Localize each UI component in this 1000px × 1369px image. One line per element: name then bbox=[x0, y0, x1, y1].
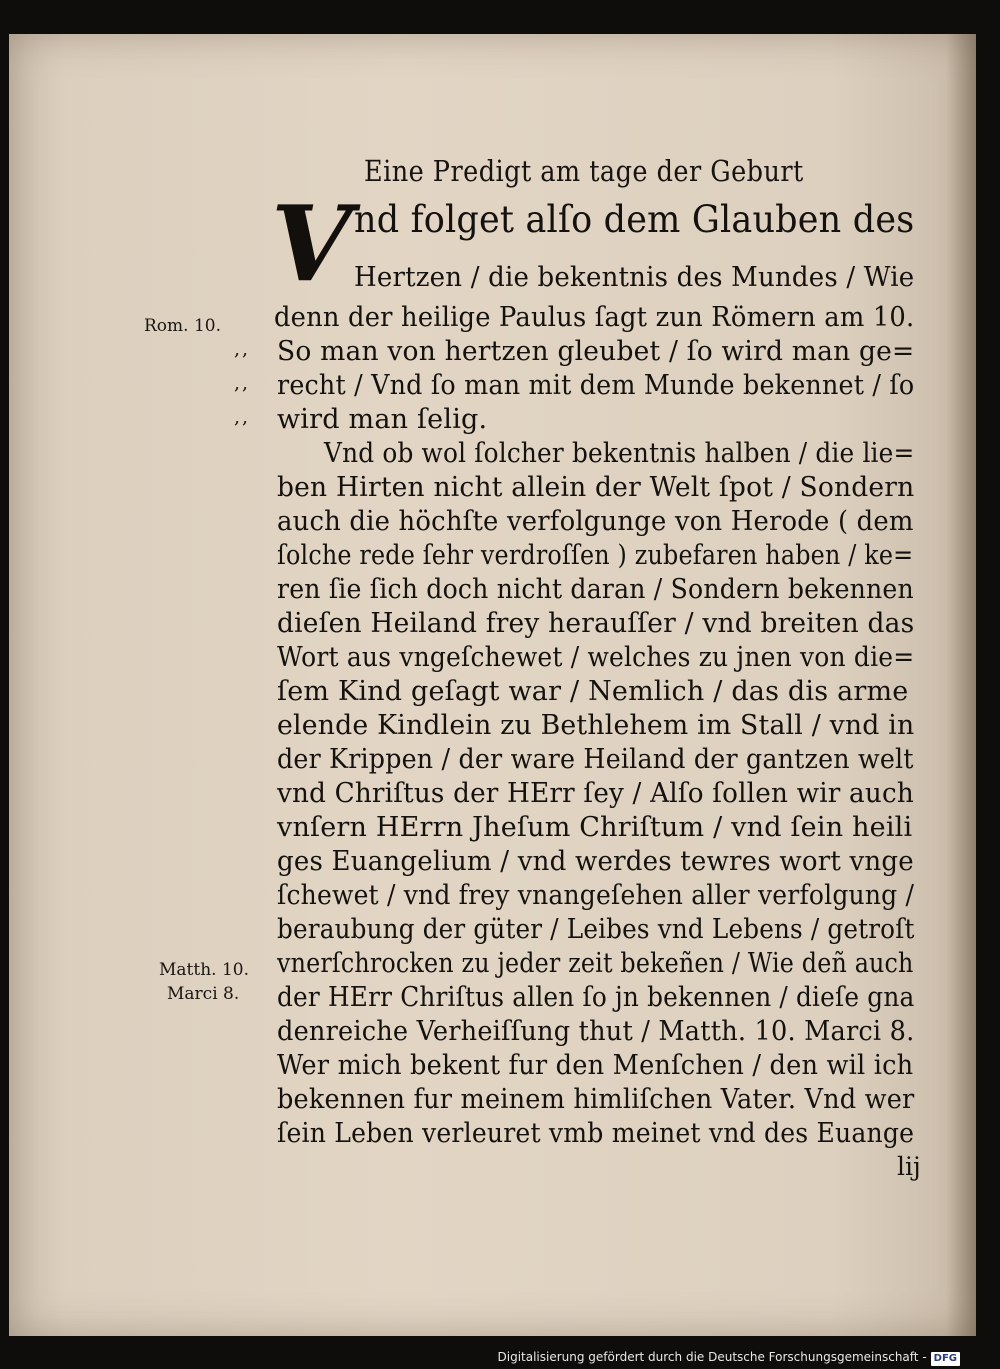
credit-text: Digitalisierung gefördert durch die Deutsche Forschungsgemeinschaft - bbox=[497, 1350, 927, 1364]
text-line: vnerſchrocken zu jeder zeit bekeñen / Wie deñ auch bbox=[277, 948, 914, 979]
text-line: ſem Kind geſagt war / Nemlich / das dis arme bbox=[277, 676, 909, 707]
running-head: Eine Predigt am tage der Geburt bbox=[364, 154, 804, 188]
text-line: ren ſie ſich doch nicht daran / Sondern bekennen bbox=[277, 574, 914, 605]
marginal-note-marci: Marci 8. bbox=[167, 984, 240, 1004]
quote-mark: ,, bbox=[234, 406, 251, 428]
text-line: elende Kindlein zu Bethlehem im Stall / vnd in bbox=[277, 710, 915, 741]
text-line: der HErr Chriſtus allen ſo jn bekennen / dieſe gna bbox=[277, 982, 915, 1013]
text-line: denreiche Verheiſſung thut / Matth. 10. Marci 8. bbox=[277, 1016, 915, 1047]
text-line: nd folget alſo dem Glauben des bbox=[354, 198, 915, 241]
text-line: Hertzen / die bekentnis des Mundes / Wie bbox=[354, 262, 915, 293]
text-line: ges Euangelium / vnd werdes tewres wort vnge bbox=[277, 846, 914, 877]
quote-mark: ,, bbox=[234, 338, 251, 360]
text-line: ſein Leben verleuret vmb meinet vnd des Euange bbox=[277, 1118, 915, 1149]
dfg-logo-icon: DFG bbox=[931, 1352, 960, 1366]
text-line: auch die höchſte verfolgunge von Herode ( dem bbox=[277, 506, 914, 537]
text-line: denn der heilige Paulus ſagt zun Römern am 10. bbox=[274, 302, 915, 333]
marginal-note-rom: Rom. 10. bbox=[144, 316, 221, 336]
text-line: ſchewet / vnd frey vnangeſehen aller verfolgung / bbox=[277, 880, 915, 911]
text-line: dieſen Heiland frey herauſſer / vnd breiten das bbox=[277, 608, 915, 639]
text-line: Wer mich bekent fur den Menſchen / den wil ich bbox=[277, 1050, 914, 1081]
text-line: beraubung der güter / Leibes vnd Lebens / getroſt bbox=[277, 914, 915, 945]
text-line: Wort aus vngeſchewet / welches zu jnen von die= bbox=[277, 642, 915, 673]
text-line: ſolche rede ſehr verdroſſen ) zubefaren haben / ke= bbox=[277, 540, 914, 571]
text-line: vnd Chriſtus der HErr ſey / Alſo ſollen wir auch bbox=[277, 778, 914, 809]
quote-mark: ,, bbox=[234, 372, 251, 394]
text-line: bekennen fur meinem himliſchen Vater. Vnd wer bbox=[277, 1084, 915, 1115]
catchword: lij bbox=[897, 1152, 921, 1181]
book-page bbox=[9, 34, 976, 1336]
text-line: wird man ſelig. bbox=[277, 404, 488, 435]
drop-cap-initial: V bbox=[271, 182, 352, 305]
text-line: So man von hertzen gleubet / ſo wird man ge= bbox=[277, 336, 915, 367]
marginal-note-matth: Matth. 10. bbox=[159, 960, 249, 980]
text-line: recht / Vnd ſo man mit dem Munde bekennet / ſo bbox=[277, 370, 915, 401]
text-line: ben Hirten nicht allein der Welt ſpot / Sondern bbox=[277, 472, 915, 503]
text-line: vnſern HErrn Jheſum Chriſtum / vnd ſein heili bbox=[277, 812, 913, 843]
digitization-credit bbox=[498, 1350, 961, 1366]
text-line: Vnd ob wol ſolcher bekentnis halben / die lie= bbox=[324, 438, 915, 469]
text-line: der Krippen / der ware Heiland der gantzen welt bbox=[277, 744, 914, 775]
